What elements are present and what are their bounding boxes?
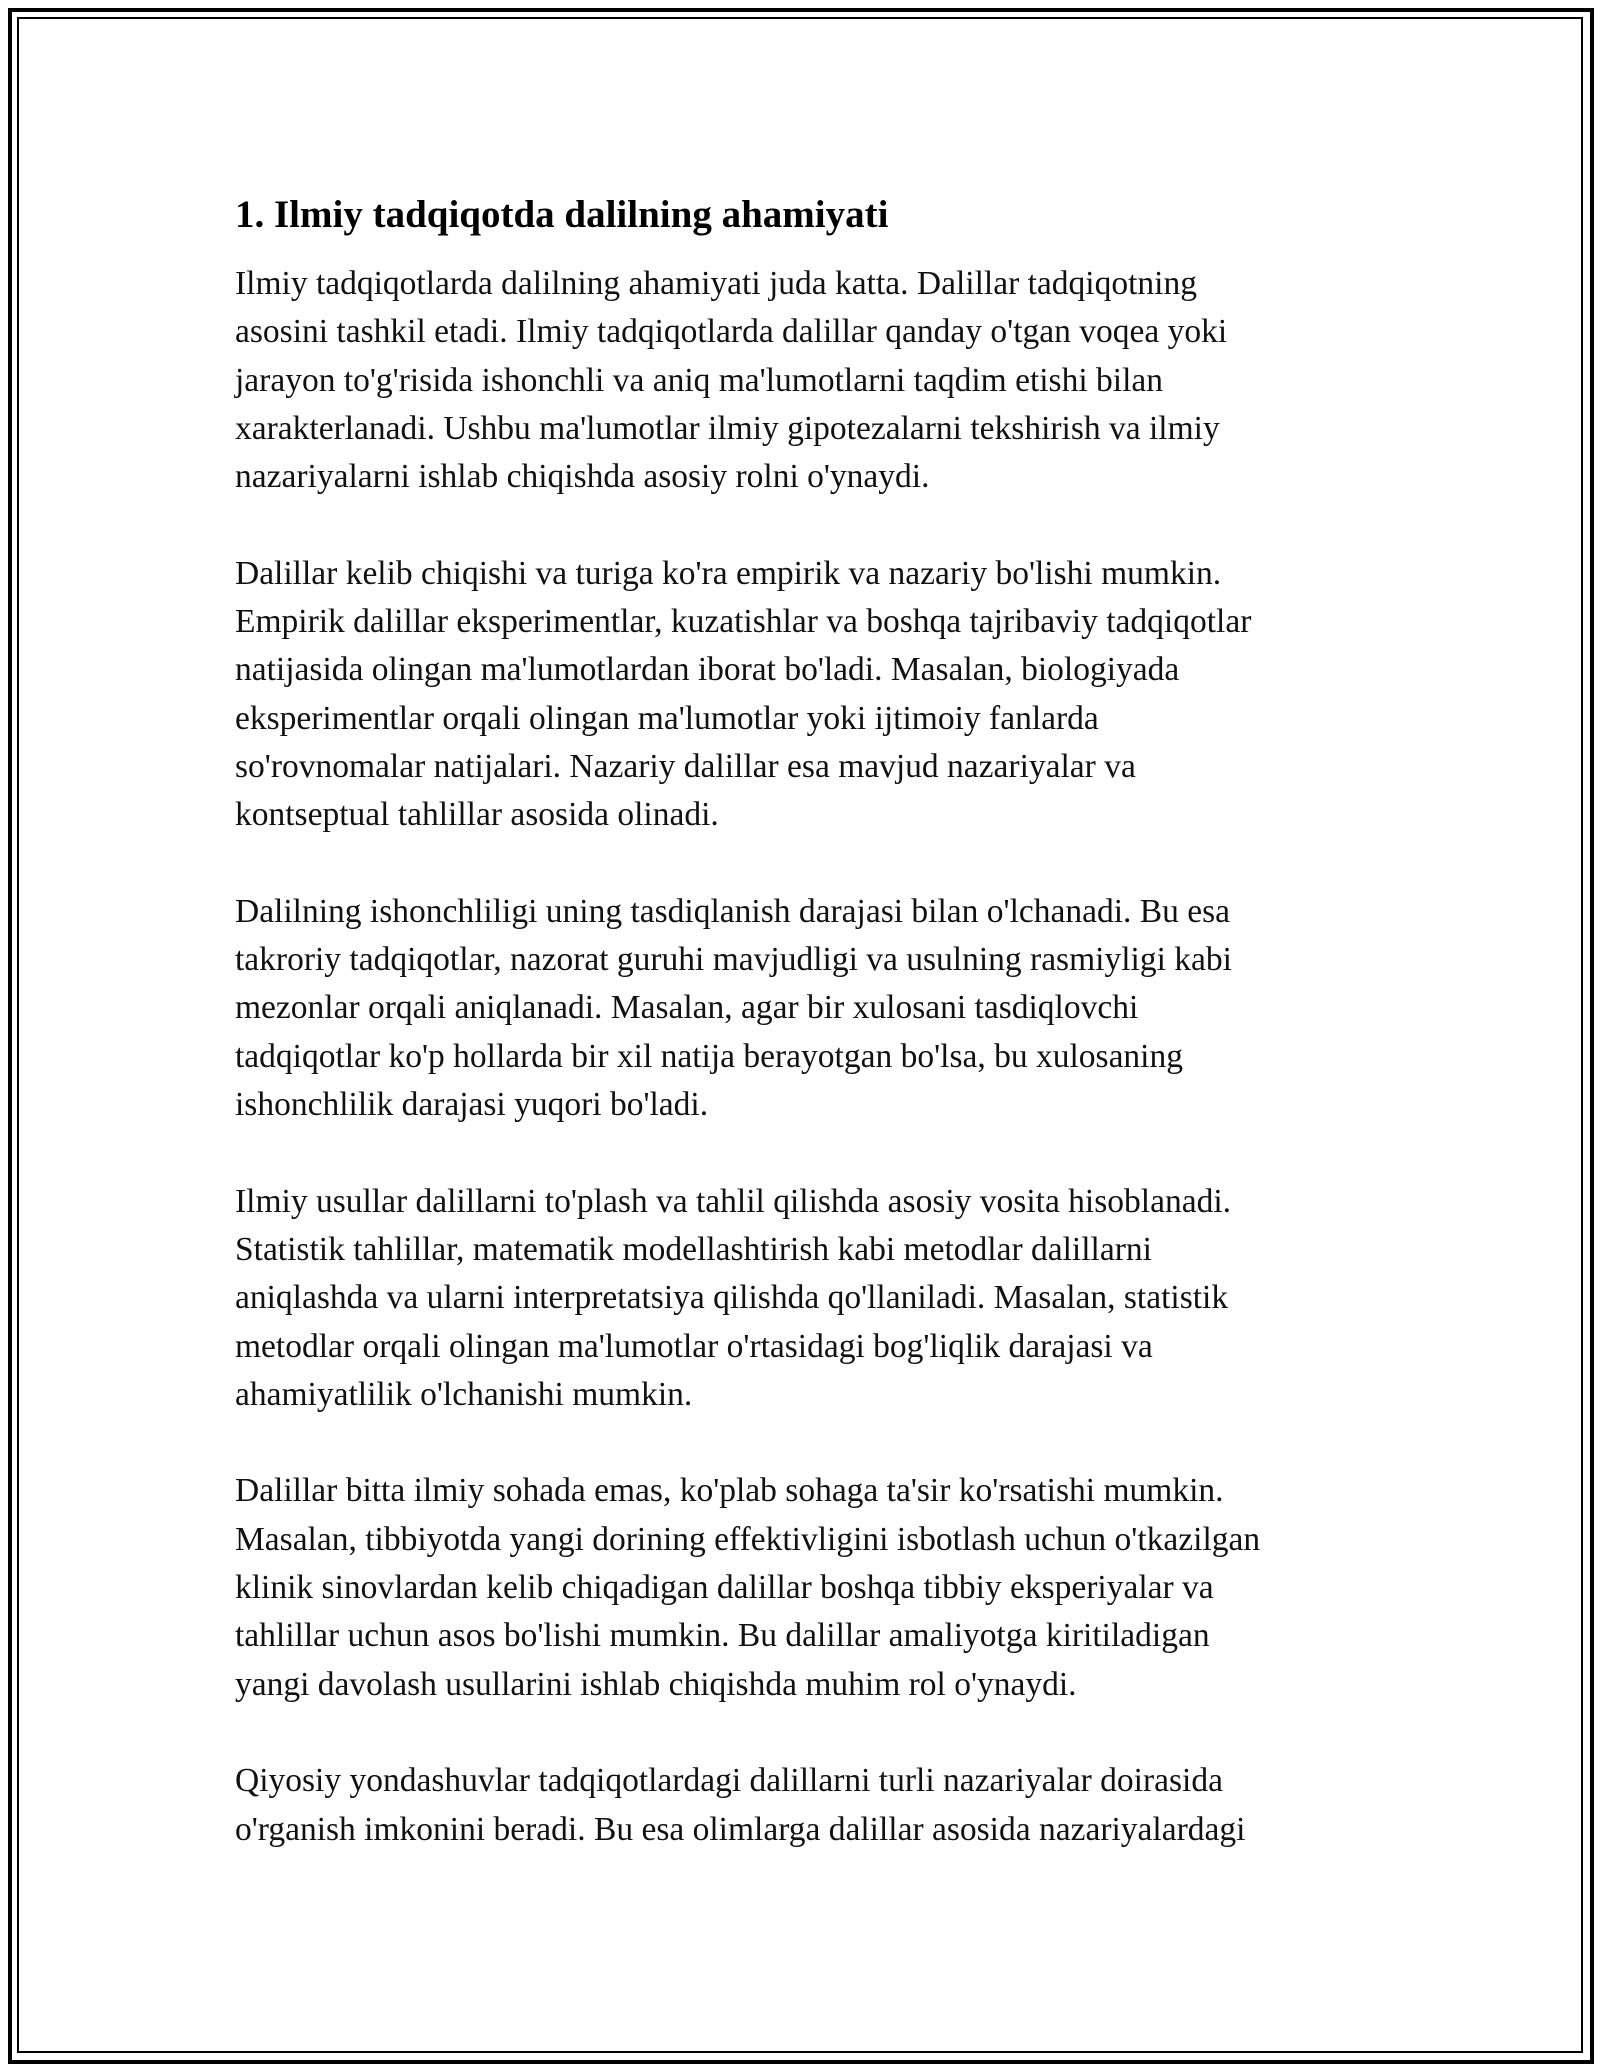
text-line: jarayon to'g'risida ishonchli va aniq ma'lumotlarni taqdim etishi bilan <box>235 361 1164 399</box>
text-line: eksperimentlar orqali olingan ma'lumotlar yoki ijtimoiy fanlarda <box>235 699 1099 737</box>
text-line: Qiyosiy yondashuvlar tadqiqotlardagi dalillarni turli nazariyalar doirasida <box>235 1762 1223 1800</box>
paragraph <box>235 1757 1375 1854</box>
text-line: Dalillar bitta ilmiy sohada emas, ko'plab sohaga ta'sir ko'rsatishi mumkin. <box>235 1472 1224 1510</box>
text-line: natijasida olingan ma'lumotlardan iborat bo'ladi. Masalan, biologiyada <box>235 651 1180 689</box>
text-line: xarakterlanadi. Ushbu ma'lumotlar ilmiy gipotezalarni tekshirish va ilmiy <box>235 409 1220 447</box>
text-line: tadqiqotlar ko'p hollarda bir xil natija berayotgan bo'lsa, bu xulosaning <box>235 1037 1183 1075</box>
text-line: takroriy tadqiqotlar, nazorat guruhi mavjudligi va usulning rasmiyligi kabi <box>235 941 1232 979</box>
text-line: Empirik dalillar eksperimentlar, kuzatishlar va boshqa tajribaviy tadqiqotlar <box>235 603 1252 641</box>
text-line: kontseptual tahlillar asosida olinadi. <box>235 796 719 834</box>
document-body <box>235 180 1375 1902</box>
text-line: ishonchlilik darajasi yuqori bo'ladi. <box>235 1086 709 1124</box>
text-line: so'rovnomalar natijalari. Nazariy dalillar esa mavjud nazariyalar va <box>235 747 1136 785</box>
text-line: tahlillar uchun asos bo'lishi mumkin. Bu dalillar amaliyotga kiritiladigan <box>235 1617 1210 1655</box>
text-line: Dalilning ishonchliligi uning tasdiqlanish darajasi bilan o'lchanadi. Bu esa <box>235 892 1231 930</box>
paragraph-list <box>235 260 1375 1854</box>
text-line: Ilmiy usullar dalillarni to'plash va tahlil qilishda asosiy vosita hisoblanadi. <box>235 1182 1232 1220</box>
text-line: yangi davolash usullarini ishlab chiqishda muhim rol o'ynaydi. <box>235 1665 1077 1703</box>
text-line: ahamiyatlilik o'lchanishi mumkin. <box>235 1375 693 1413</box>
text-line: o'rganish imkonini beradi. Bu esa olimlarga dalillar asosida nazariyalardagi <box>235 1810 1246 1848</box>
text-line: nazariyalarni ishlab chiqishda asosiy rolni o'ynaydi. <box>235 458 930 496</box>
text-line: asosini tashkil etadi. Ilmiy tadqiqotlarda dalillar qanday o'tgan voqea yoki <box>235 313 1228 351</box>
paragraph <box>235 260 1375 501</box>
text-line: Statistik tahlillar, matematik modellashtirish kabi metodlar dalillarni <box>235 1230 1152 1268</box>
paragraph <box>235 888 1375 1129</box>
text-line: metodlar orqali olingan ma'lumotlar o'rtasidagi bog'liqlik darajasi va <box>235 1327 1153 1365</box>
text-line: Dalillar kelib chiqishi va turiga ko'ra empirik va nazariy bo'lishi mumkin. <box>235 554 1222 592</box>
paragraph <box>235 1178 1375 1419</box>
section-heading: 1. Ilmiy tadqiqotda dalilning ahamiyati <box>235 193 889 236</box>
text-line: Masalan, tibbiyotda yangi dorining effektivligini isbotlash uchun o'tkazilgan <box>235 1520 1261 1558</box>
text-line: mezonlar orqali aniqlanadi. Masalan, agar bir xulosani tasdiqlovchi <box>235 989 1139 1027</box>
paragraph <box>235 1467 1375 1708</box>
text-line: klinik sinovlardan kelib chiqadigan dalillar boshqa tibbiy eksperiyalar va <box>235 1569 1214 1607</box>
text-line: aniqlashda va ularni interpretatsiya qilishda qo'llaniladi. Masalan, statistik <box>235 1279 1229 1317</box>
text-line: Ilmiy tadqiqotlarda dalilning ahamiyati juda katta. Dalillar tadqiqotning <box>235 265 1197 302</box>
paragraph <box>235 550 1375 840</box>
